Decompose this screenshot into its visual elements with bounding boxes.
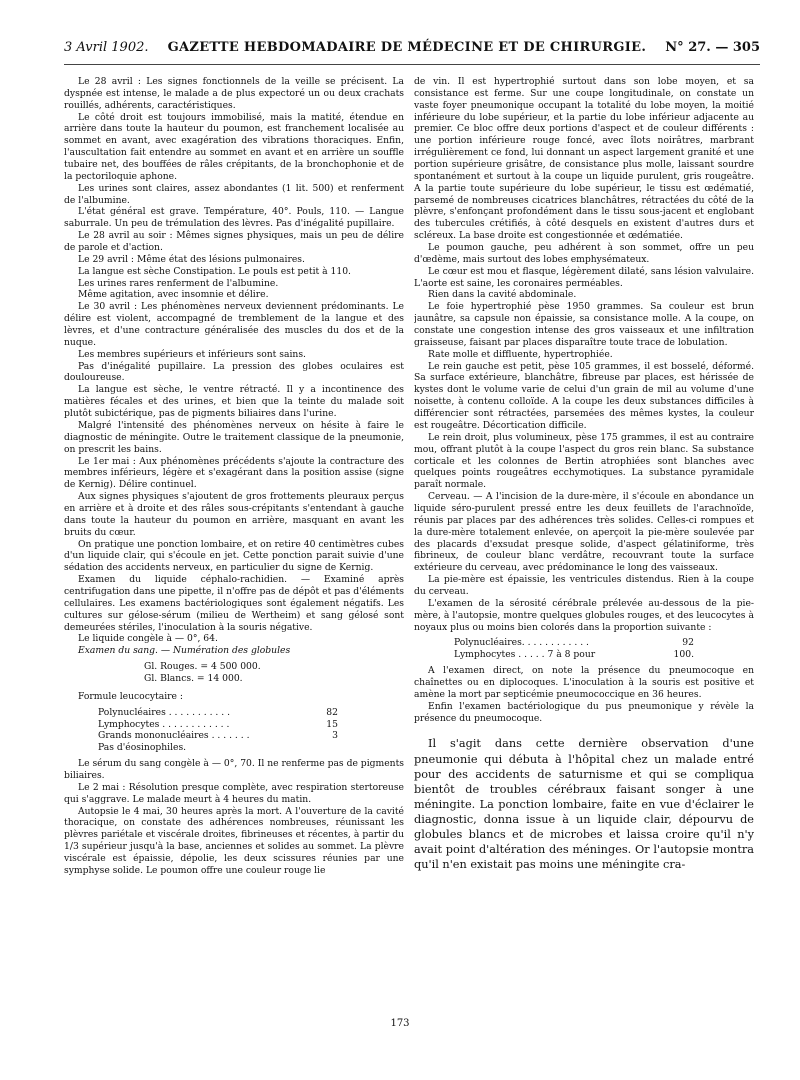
paragraph: Autopsie le 4 mai, 30 heures après la mort. A l'ouverture de la cavité thoracique, on constate des adhérences nombreuses, réunissant les plèvres pariétale et viscérale droites, fibrineuses et récentes, à partir du 1/3 supérieur jusqu'à la base, anciennes et solides au sommet. La plèvre viscérale est épaissie, dépolie, les deux scissures réunies par une symphyse solide. Le poumon offre une couleur rouge lie <box>64 805 404 876</box>
paragraph: Les urines rares renferment de l'albumine. <box>78 277 279 289</box>
white-cell-count: Gl. Blancs. = 14 000. <box>144 672 243 684</box>
row-value <box>308 742 338 754</box>
paragraph: Le rein gauche est petit, pèse 105 grammes, il est bosselé, déformé. Sa surface extérieure, blanchâtre, fibreuse par places, est hérissée de kystes dont le volume varie de celui d'un grain de mil au volume d'une noisette, à contenu colloïde. A la coupe les deux substances difficiles à différencier sont rétractées, parsemées des mêmes kystes, la couleur est rougeâtre. Décortication difficile. <box>414 360 754 431</box>
paragraph: Aux signes physiques s'ajoutent de gros frottements pleuraux perçus en arrière et à droite et des râles sous-crépitants s'entendant à gauche dans toute la hauteur du poumon en arrière, masquant en avant les bruits du cœur. <box>64 491 404 538</box>
left-column <box>64 76 404 1016</box>
row-label: Polynucléaires. . . . . . . . . . . . <box>454 637 589 649</box>
paragraph: Cerveau. — A l'incision de la dure-mère, il s'écoule en abondance un liquide séro-purulent pressé entre les deux feuillets de l'arachnoïde, réunis par places par des adhérences très solides. Celles-ci rompues et la dure-mère totalement enlevée, on aperçoit la pie-mère soulevée par des placards d'exsudat presque solide, d'aspect gélatiniforme, très fibrineux, de couleur blanc verdâtre, recouvrant toute la surface extérieure du cerveau, avec prédominance le long des vaisseaux. <box>414 491 754 574</box>
paragraph: Examen du sang. — Numération des globules <box>78 645 291 657</box>
paragraph: L'examen de la sérosité cérébrale prélevée au-dessous de la pie-mère, à l'autopsie, montre quelques globules rouges, et des leucocytes à noyaux plus ou moins bien colorés dans la proportion suivante : <box>414 597 754 633</box>
page-folio: 173 <box>390 1018 410 1029</box>
paragraph: Rate molle et diffluente, hypertrophiée. <box>428 348 613 360</box>
header-rule <box>64 64 760 65</box>
paragraph: Le 30 avril : Les phénomènes nerveux deviennent prédominants. Le délire est violent, accompagné de tremblement de la langue et des lèvres, et d'une contracture généralisée des muscles du dos et de la nuque. <box>64 301 404 348</box>
leucocyte-formula-table <box>98 707 404 754</box>
paragraph: A l'examen direct, on note la présence du pneumocoque en chaînettes ou en diplocoques. L'inoculation à la souris est positive et amène la mort par septicémie pneumococcique en 36 heures. <box>414 665 754 700</box>
row-value: 92 <box>682 637 694 649</box>
paragraph: Le côté droit est toujours immobilisé, mais la matité, étendue en arrière dans toute la hauteur du poumon, est franchement localisée au sommet en avant, avec exagération des vibrations thoraciques. Enfin, l'auscultation fait entendre au sommet en avant et en arrière un souffle tubaire net, des bouffées de râles crépitants, de la bronchophonie et de la pectoriloquie aphone. <box>64 111 404 182</box>
paragraph: Le 1er mai : Aux phénomènes précédents s'ajoute la contracture des membres inférieurs, légère et s'exagérant dans la position assise (signe de Kernig). Délire continuel. <box>64 455 404 491</box>
paragraph: Le sérum du sang congèle à — 0°, 70. Il ne renferme pas de pigments biliaires. <box>64 758 404 781</box>
row-label: Grands mononucléaires . . . . . . . <box>98 730 250 742</box>
paragraph: L'état général est grave. Température, 40°. Pouls, 110. — Langue saburrale. Un peu de trémulation des lèvres. Pas d'inégalité pupillaire. <box>64 206 404 230</box>
table-row <box>98 730 338 742</box>
paragraph: Malgré l'intensité des phénomènes nerveux on hésite à faire le diagnostic de méningite. Outre le traitement classique de la pneumonie, on prescrit les bains. <box>64 419 404 455</box>
paragraph: Enfin l'examen bactériologique du pus pneumonique y révèle la présence du pneumocoque. <box>414 700 754 724</box>
commentary-paragraph: Il s'agit dans cette dernière observation d'une pneumonie qui débuta à l'hôpital chez un malade entré pour des accidents de saturnisme et qui se compliqua bientôt de troubles cérébraux faisant songer à une méningite. La ponction lombaire, faite en vue d'éclairer le diagnostic, donna issue à un liquide clair, dépourvu de globules blancs et de microbes et laissa croire qu'il n'y avait point d'altération des méninges. Or l'autopsie montra qu'il n'en existait pas moins une méningite cra- <box>414 737 754 872</box>
paragraph: Le 28 avril : Les signes fonctionnels de la veille se précisent. La dyspnée est intense, le malade a de plus expectoré un ou deux crachats rouillés, adhérents, caractéristiques. <box>64 76 404 111</box>
running-header <box>64 40 760 58</box>
row-value: 3 <box>332 730 338 742</box>
paragraph: Le 28 avril au soir : Mêmes signes physiques, mais un peu de délire de parole et d'action. <box>64 230 404 254</box>
paragraph: Le foie hypertrophié pèse 1950 grammes. Sa couleur est brun jaunâtre, sa capsule non épaissie, sa consistance molle. A la coupe, on constate une congestion intense des gros vaisseaux et une infiltration graisseuse, faisant par places disparaître toute trace de lobulation. <box>414 301 754 348</box>
row-label: Lymphocytes . . . . . . . . . . . . <box>98 718 230 730</box>
csf-cell-table <box>454 637 754 661</box>
paragraph: de vin. Il est hypertrophié surtout dans son lobe moyen, et sa consistance est ferme. Sur une coupe longitudinale, on constate un vaste foyer pneumonique occupant la totalité du lobe moyen, la moitié inférieure du lobe supérieur, et la partie du lobe inférieur adjacente au premier. Ce bloc offre deux portions d'aspect et de couleur différents : une portion inférieure rouge foncé, avec îlots noirâtres, marbrant irrégulièrement ce fond, lui donnant un aspect largement granité et une portion supérieure grisâtre, de consistance plus molle, laissant sourdre spontanément et surtout à la coupe un liquide purulent, gris rougeâtre. A la partie toute supérieure du lobe supérieur, le tissu est œdématié, parsemé de nombreuses cicatrices blanchâtres, rétractées du côté de la plèvre, s'enfonçant profondément dans le tissu sous-jacent et englobant des tubercules crétifiés, à côté desquels en existent d'autres durs et scléreux. La base droite est congestionnée et œdématiée. <box>414 76 754 242</box>
paragraph: Examen du liquide céphalo-rachidien. — Examiné après centrifugation dans une pipette, il n'offre pas de dépôt et pas d'éléments cellulaires. Les examens bactériologiques sont également négatifs. Les cultures sur gélose-sérum (milieu de Wertheim) et sang gélosé sont demeurées stériles, l'inoculation à la souris négative. <box>64 574 404 633</box>
table-row <box>98 742 338 754</box>
issue-page-number: N° 27. — 305 <box>665 40 760 55</box>
paragraph: La langue est sèche, le ventre rétracté. Il y a incontinence des matières fécales et des urines, et bien que la teinte du malade soit plutôt subictérique, pas de pigments biliaires dans l'urine. <box>64 384 404 420</box>
paragraph: On pratique une ponction lombaire, et on retire 40 centimètres cubes d'un liquide clair, qui s'écoule en jet. Cette ponction parait suivie d'une sédation des accidents nerveux, en particulier du signe de Kernig. <box>64 538 404 574</box>
paragraph: La langue est sèche Constipation. Le pouls est petit à 110. <box>78 265 351 277</box>
journal-title: GAZETTE HEBDOMADAIRE DE MÉDECINE ET DE CHIRURGIE. <box>167 40 647 55</box>
formula-heading: Formule leucocytaire : <box>78 690 183 702</box>
row-label: Lymphocytes . . . . . 7 à 8 pour <box>454 649 596 661</box>
paragraph: Le poumon gauche, peu adhérent à son sommet, offre un peu d'œdème, mais surtout des lobes emphysémateux. <box>414 242 754 265</box>
paragraph: Les urines sont claires, assez abondantes (1 lit. 500) et renferment de l'albumine. <box>64 182 404 206</box>
table-row <box>98 707 338 719</box>
row-label: Pas d'éosinophiles. <box>98 742 187 754</box>
blood-count-table <box>144 661 404 685</box>
row-label: Polynucléaires . . . . . . . . . . . <box>98 706 231 718</box>
paragraph: Les membres supérieurs et inférieurs sont sains. <box>78 348 306 360</box>
header-date: 3 Avril 1902. <box>64 40 149 55</box>
paragraph: Le 2 mai : Résolution presque complète, avec respiration stertoreuse qui s'aggrave. Le malade meurt à 4 heures du matin. <box>64 781 404 805</box>
table-row <box>454 637 694 649</box>
row-value: 82 <box>326 706 338 718</box>
red-cell-count: Gl. Rouges. = 4 500 000. <box>144 661 261 673</box>
paragraph: Le 29 avril : Même état des lésions pulmonaires. <box>78 253 305 265</box>
paragraph: Même agitation, avec insomnie et délire. <box>78 289 269 301</box>
row-value: 15 <box>326 718 338 730</box>
table-row <box>98 719 338 731</box>
paragraph: La pie-mère est épaissie, les ventricules distendus. Rien à la coupe du cerveau. <box>414 574 754 597</box>
table-row <box>454 649 694 661</box>
right-column <box>414 76 754 1016</box>
paragraph: Le liquide congèle à — 0°, 64. <box>78 633 218 645</box>
paragraph: Pas d'inégalité pupillaire. La pression des globes oculaires est douloureuse. <box>64 360 404 384</box>
paragraph: Le rein droit, plus volumineux, pèse 175 grammes, il est au contraire mou, offrant plutôt à la coupe l'aspect du gros rein blanc. Sa substance corticale et les colonnes de Bertin atrophiées sont blanches avec quelques points rougeâtres ecchymotiques. La substance pyramidale paraît normale. <box>414 431 754 491</box>
paragraph: Le cœur est mou et flasque, légèrement dilaté, sans lésion valvulaire. L'aorte est saine, les coronaires perméables. <box>414 265 754 289</box>
row-value: 100. <box>673 649 694 661</box>
paragraph: Rien dans la cavité abdominale. <box>428 289 577 301</box>
